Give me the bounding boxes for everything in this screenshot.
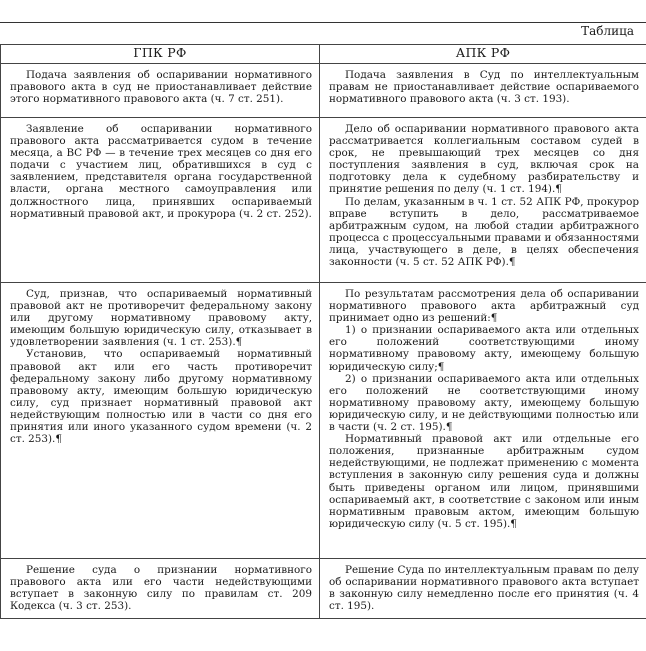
cell-gpk	[1, 283, 320, 559]
top-rule	[0, 22, 646, 23]
paragraph: Подача заявления в Суд по интеллектуальным правам не приостанавливает действие оспариваемого нормативного правового акта (ч. 3 ст. 193).	[329, 69, 639, 106]
paragraph: Суд, признав, что оспариваемый нормативный правовой акт не противоречит федеральному закону или другому нормативному правовому акту, имеющим большую юридическую силу, отказывает в удовлетворении заявления (ч. 1 ст. 253).¶	[10, 288, 312, 349]
table-row	[1, 118, 646, 283]
cell-apk	[320, 559, 646, 619]
cell-apk	[320, 283, 646, 559]
cell-gpk	[1, 118, 320, 283]
table-caption: Таблица	[581, 24, 634, 38]
paragraph: Дело об оспаривании нормативного правового акта рассматривается коллегиальным составом судей в срок, не превышающий трех месяцев со дня поступления заявления в суд, включая срок на подготовку дела к судебному разбирательству и принятие решения по делу (ч. 1 ст. 194).¶	[329, 123, 639, 196]
table-row	[1, 64, 646, 118]
paragraph: Заявление об оспаривании нормативного правового акта рассматривается судом в течение месяца, а ВС РФ — в течение трех месяцев со дня его подачи с участием лиц, обратившихся в суд с заявлением, представителя органа государственной власти, органа местного самоуправления или должностного лица, принявших оспариваемый нормативный правовой акт, и прокурора (ч. 2 ст. 252).	[10, 123, 312, 220]
paragraph: Решение Суда по интеллектуальным правам по делу об оспаривании нормативного правового акта вступает в законную силу немедленно после его принятия (ч. 4 ст. 195).	[329, 564, 639, 613]
paragraph: Подача заявления об оспаривании нормативного правового акта в суд не приостанавливает действие этого нормативного правового акта (ч. 7 ст. 251).	[10, 69, 312, 106]
paragraph: 1) о признании оспариваемого акта или отдельных его положений соответствующими иному нормативному правовому акту, имеющему большую юридическую силу;¶	[329, 324, 639, 373]
table-row	[1, 559, 646, 619]
paragraph: По результатам рассмотрения дела об оспаривании нормативного правового акта арбитражный суд принимает одно из решений:¶	[329, 288, 639, 325]
paragraph: Установив, что оспариваемый нормативный правовой акт или его часть противоречит федеральному закону либо другому нормативному правовому акту, имеющим большую юридическую силу, суд признает нормативный правовой акт недействующим полностью или в части со дня его принятия или иного указанного судом времени (ч. 2 ст. 253).¶	[10, 348, 312, 446]
paragraph: 2) о признании оспариваемого акта или отдельных его положений не соответствующими иному нормативному правовому акту, имеющему большую юридическую силу, и не действующими полностью или в части (ч. 2 ст. 195).¶	[329, 372, 639, 434]
paragraph: Нормативный правовой акт или отдельные его положения, признанные арбитражным судом недействующими, не подлежат применению с момента вступления в законную силу решения суда и должны быть приведены органом или лицом, принявшими оспариваемый акт, в соответствие с законом или иным нормативным правовым актом, имеющим большую юридическую силу (ч. 5 ст. 195).¶	[329, 433, 639, 530]
cell-gpk	[1, 559, 320, 619]
comparison-table	[0, 44, 646, 619]
column-header-apk: АПК РФ	[320, 45, 646, 64]
table-row	[1, 283, 646, 559]
column-header-gpk: ГПК РФ	[1, 45, 320, 64]
paragraph: Решение суда о признании нормативного правового акта или его части недействующими вступает в законную силу по правилам ст. 209 Кодекса (ч. 3 ст. 253).	[10, 564, 312, 613]
cell-apk	[320, 64, 646, 118]
cell-gpk	[1, 64, 320, 118]
table	[0, 44, 646, 619]
paragraph: По делам, указанным в ч. 1 ст. 52 АПК РФ, прокурор вправе вступить в дело, рассматриваемое арбитражным судом, на любой стадии арбитражного процесса с процессуальными правами и обязанностями лица, участвующего в деле, в целях обеспечения законности (ч. 5 ст. 52 АПК РФ).¶	[329, 195, 639, 269]
header-row	[1, 45, 646, 64]
cell-apk	[320, 118, 646, 283]
